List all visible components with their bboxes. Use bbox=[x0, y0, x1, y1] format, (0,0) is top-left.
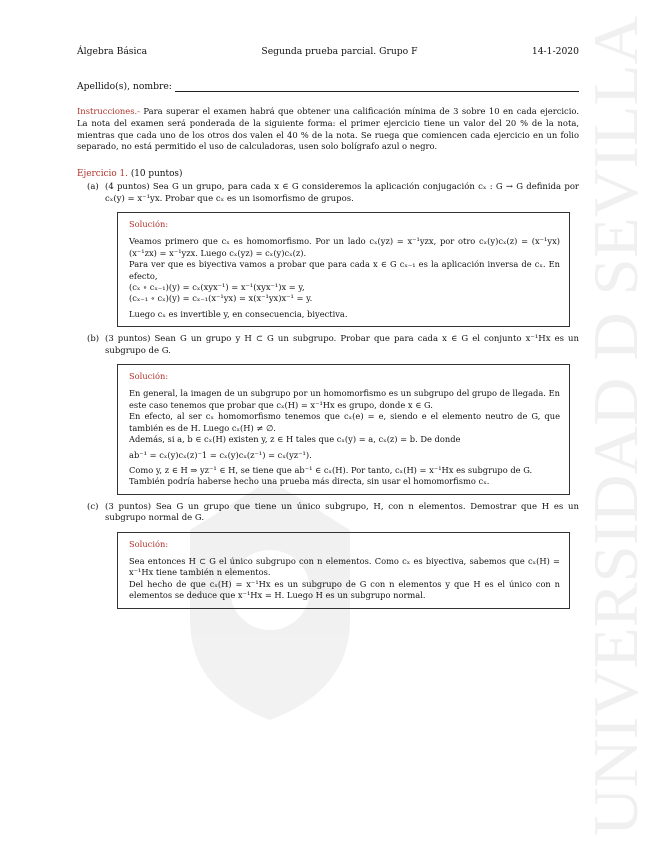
name-blank-line bbox=[175, 82, 579, 92]
university-watermark bbox=[580, 0, 651, 848]
exam-date: 14-1-2020 bbox=[531, 46, 579, 57]
solution-line: Además, si a, b ∈ cₓ(H) existen y, z ∈ H tales que cₓ(y) = a, cₓ(z) = b. De donde bbox=[129, 434, 461, 445]
part-label: (b) bbox=[87, 334, 100, 345]
solution-equation: ab⁻¹ = cₓ(y)cₓ(z)⁻1 = cₓ(y)cₓ(z⁻¹) = cₓ(yz⁻¹). bbox=[129, 449, 312, 460]
solution-title: Solución: bbox=[129, 538, 169, 549]
solution-line: En general, la imagen de un subgrupo por un homomorfismo es un subgrupo del grupo de llegada. En este caso tenemos que probar que cₓ(H) = x⁻¹Hx es grupo, donde x ∈ G. bbox=[129, 388, 560, 410]
part-statement: (3 puntos) Sea G un grupo que tiene un único subgrupo, H, con n elementos. Demostrar que H es un subgrupo normal de G. bbox=[105, 501, 579, 524]
exercise-part-b bbox=[77, 334, 579, 357]
exam-title: Segunda prueba parcial. Grupo F bbox=[261, 46, 418, 57]
exercise-heading bbox=[77, 169, 579, 179]
name-label: Apellido(s), nombre: bbox=[77, 81, 172, 92]
solution-line: Sea entonces H ⊂ G el único subgrupo con n elementos. Como cₓ es biyectiva, sabemos que cₓ(H) = x⁻¹Hx tiene también n elementos. bbox=[129, 555, 560, 578]
page-header bbox=[77, 46, 579, 57]
exercise-part-a bbox=[77, 182, 579, 205]
instructions-text: Para superar el examen habrá que obtener una calificación mínima de 3 sobre 10 en cada ejercicio. La nota del examen será ponderada de la siguiente forma: el primer ejercicio tiene un valor del 20 % de la nota, mientras que cada uno de los otros dos valen el 40 % de la nota. Se ruega que comiencen cada ejercicio en un folio separado, no está permitido el uso de calculadoras, usen solo bolígrafo azul o negro. bbox=[77, 106, 579, 152]
exam-page bbox=[77, 46, 579, 616]
solution-line: También podría haberse hecho una prueba más directa, sin usar el homomorfismo cₓ. bbox=[129, 476, 490, 487]
solution-line: Luego cₓ es invertible y, en consecuencia, biyectiva. bbox=[129, 308, 348, 319]
solution-box-c bbox=[117, 532, 570, 609]
solution-line: En efecto, al ser cₓ homomorfismo tenemos que cₓ(e) = e, siendo e el elemento neutro de G, que también es de H. Luego cₓ(H) ≠ ∅. bbox=[129, 411, 560, 433]
exercise-points: (10 puntos) bbox=[130, 169, 183, 180]
solution-equation: (cₓ₋₁ ∘ cₓ)(y) = cₓ₋₁(x⁻¹yx) = x(x⁻¹yx)x⁻¹ = y. bbox=[129, 293, 313, 304]
solution-box-a bbox=[117, 212, 570, 327]
instructions-label: Instrucciones.- bbox=[77, 106, 141, 116]
solution-line: Para ver que es biyectiva vamos a probar que para cada x ∈ G cₓ₋₁ es la aplicación inversa de cₓ. En efecto, bbox=[129, 259, 560, 281]
solution-equation: (cₓ ∘ cₓ₋₁)(y) = cₓ(xyx⁻¹) = x⁻¹(xyx⁻¹)x = y, bbox=[129, 282, 305, 293]
exercise-label: Ejercicio 1. bbox=[77, 169, 128, 180]
part-statement: (3 puntos) Sean G un grupo y H ⊂ G un subgrupo. Probar que para cada x ∈ G el conjunto x⁻¹Hx es un subgrupo de G. bbox=[105, 334, 579, 356]
solution-box-b bbox=[117, 364, 570, 495]
instructions bbox=[77, 106, 579, 153]
watermark-text: UNIVERSIDAD D SEVILLA bbox=[580, 53, 651, 836]
exercise-part-c bbox=[77, 502, 579, 525]
part-label: (a) bbox=[87, 182, 99, 193]
solution-title: Solución: bbox=[129, 371, 169, 382]
part-label: (c) bbox=[87, 501, 99, 512]
course-name: Álgebra Básica bbox=[77, 46, 148, 57]
part-statement: (4 puntos) Sea G un grupo, para cada x ∈ G consideremos la aplicación conjugación cₓ : G → G definida por cₓ(y) = x⁻¹yx. Probar que cₓ es un isomorfismo de grupos. bbox=[105, 182, 579, 204]
name-field-row bbox=[77, 81, 579, 92]
solution-line: Del hecho de que cₓ(H) = x⁻¹Hx es un subgrupo de G con n elementos y que H es el único con n elementos se deduce que x⁻¹Hx = H. Luego H es un subgrupo normal. bbox=[129, 578, 560, 601]
solution-line: Veamos primero que cₓ es homomorfismo. Por un lado cₓ(yz) = x⁻¹yzx, por otro cₓ(y)cₓ(z) = (x⁻¹yx)(x⁻¹zx) = x⁻¹yzx. Luego cₓ(yz) = cₓ(y)cₓ(z). bbox=[129, 236, 560, 258]
solution-line: Como y, z ∈ H ⇒ yz⁻¹ ∈ H, se tiene que ab⁻¹ ∈ cₓ(H). Por tanto, cₓ(H) = x⁻¹Hx es subgrupo de G. bbox=[129, 464, 533, 475]
solution-title: Solución: bbox=[129, 219, 169, 229]
